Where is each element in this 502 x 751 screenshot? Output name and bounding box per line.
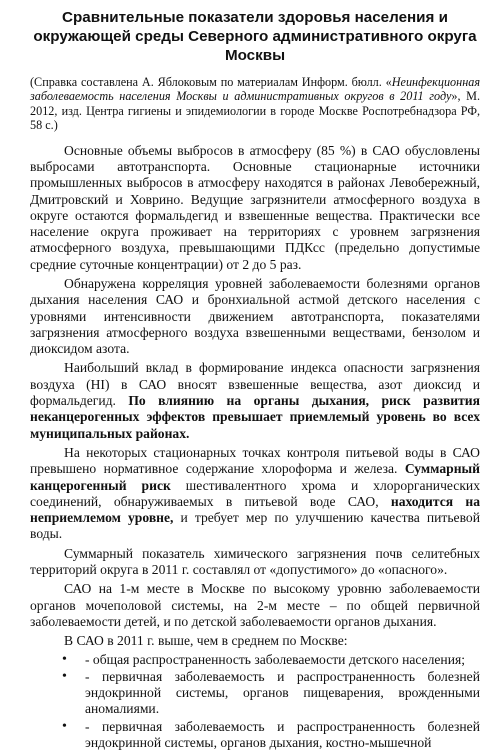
list-item [60,652,480,668]
paragraph-correlation: Обнаружена корреляция уровней заболеваемости болезнями органов дыхания населения САО и бронхиальной астмой детского населения с уровнями интенсивности движением автотранспорта, показателями загрязнения атмосферного воздуха взвешенными веществами, бензолом и диоксидом азота. [30,276,480,357]
reference-source-title: Неинфекционная заболеваемость населения Москвы и административных округов в 2011 году [30,75,480,104]
list-item [60,669,480,718]
document-title: Сравнительные показатели здоровья населения и окружающей среды Северного административного округа Москвы [33,9,477,64]
list-item [60,719,480,751]
bullet-list [30,652,480,751]
list-item-text: - первичная заболеваемость и распространенность болезней эндокринной системы, органов пищеварения, врожденными аномалиями. [85,668,480,717]
reference-note [30,75,480,133]
bullet-dot-icon: • [62,668,67,684]
hazard-index-text: Наибольший вклад в формирование индекса опасности загрязнения воздуха (HI) в САО вносят взвешенные вещества, азот диоксид и формальдегид. [30,360,480,409]
water-text-3: и требует мер по улучшению качества питьевой воды. [30,510,480,542]
water-bold-1: Суммарный канцерогенный риск [30,461,480,493]
water-text-2: шестивалентного хрома и хлорорганических соединений, обнаруживаемых в питьевой воде САО, [30,477,480,509]
water-bold-2: находится на неприемлемом уровне, [30,493,480,526]
paragraph-soil: Суммарный показатель химического загрязнения почв селитебных территорий округа в 2011 г. составлял от «допустимого» до «опасного». [30,545,480,578]
list-item-text: - первичная заболеваемость и распространенность болезней эндокринной системы, органов дыхания, костно-мышечной [85,718,480,751]
bullet-dot-icon: • [62,651,67,667]
reference-prefix: (Справка составлена А. Яблоковым по материалам Информ. бюлл. « [30,75,392,89]
water-text-1: На некоторых стационарных точках контроля питьевой воды в САО превышено нормативное содержание хлороформа и железа. [30,444,480,477]
hazard-index-bold: По влиянию на органы дыхания, риск развития неканцерогенных эффектов превышает приемлемый уровень во всех муниципальных районах. [30,393,480,441]
paragraph-hazard-index [30,360,480,441]
paragraph-drinking-water [30,445,480,543]
paragraph-air-emissions: Основные объемы выбросов в атмосферу (85 %) в САО обусловлены выбросами автотранспорта. Основные стационарные источники промышленных выбросов в атмосферу находятся в районах Левобережный, Дмитровский и Ховрино. Ведущие загрязнители атмосферного воздуха в округе остаются формальдегид и взвешенные вещества. Практически все население округа проживает на территориях с уровнем загрязнения атмосферного воздуха, превышающими ПДКсс (предельно допустимые средние суточные концентрации) от 2 до 5 раз. [30,142,480,272]
list-lead: В САО в 2011 г. выше, чем в среднем по Москве: [64,633,348,649]
bullet-dot-icon: • [62,718,67,734]
list-item-text: - общая распространенность заболеваемости детского населения; [85,651,466,667]
paragraph-ranking: САО на 1-м месте в Москве по высокому уровню заболеваемости органов мочеполовой системы, на 2-м месте – по общей первичной заболеваемости детей, и по детской заболеваемости органов дыхания. [30,581,480,629]
reference-suffix: », М. 2012, изд. Центра гигиены и эпидемиологии в городе Москве Роспотребнадзора РФ, 58 с.) [30,89,480,133]
